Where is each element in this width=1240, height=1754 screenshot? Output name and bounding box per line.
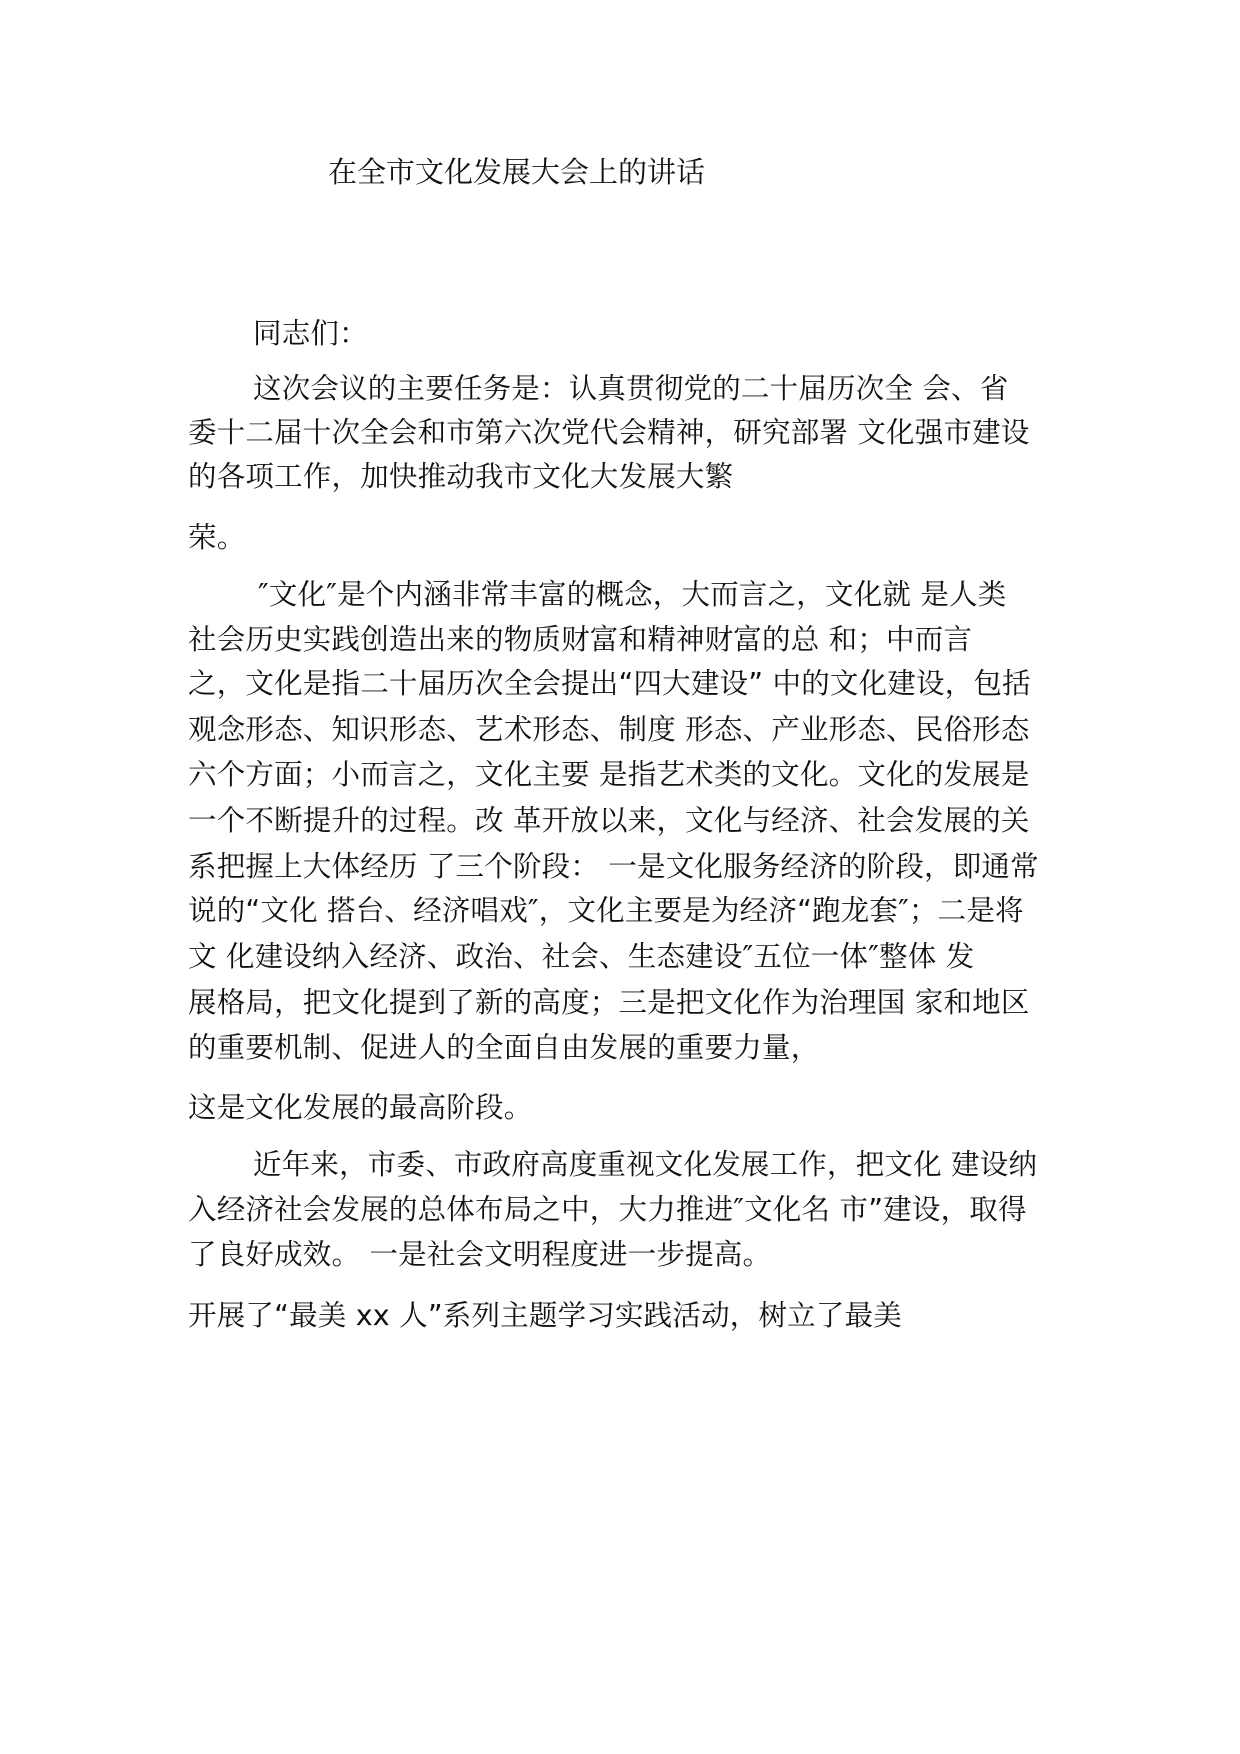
paragraph-line: 近年来，市委、市政府高度重视文化发展工作，把文化 建设纳 [253, 1148, 1038, 1181]
paragraph-line: 之，文化是指二十届历次全会提出“四大建设” 中的文化建设，包括 [188, 667, 1031, 700]
paragraph-line: 一个不断提升的过程。改 革开放以来，文化与经济、社会发展的关 [188, 804, 1030, 837]
paragraph-line: 社会历史实践创造出来的物质财富和精神财富的总 和；中而言 [188, 623, 973, 656]
paragraph-line: 文 化建设纳入经济、政治、社会、生态建设″五位一体″整体 发 [188, 940, 975, 973]
paragraph-line: ″文化″是个内涵非常丰富的概念，大而言之，文化就 是人类 [258, 578, 1007, 611]
paragraph-line: 了良好成效。 一是社会文明程度进一步提高。 [188, 1238, 772, 1271]
paragraph-line: 说的“文化 搭台、经济唱戏″，文化主要是为经济“跑龙套″；二是将 [188, 894, 1024, 927]
paragraph-line: 这次会议的主要任务是：认真贯彻党的二十届历次全 会、省 [253, 372, 1009, 405]
paragraph-line: 的重要机制、促进人的全面自由发展的重要力量， [188, 1031, 820, 1064]
paragraph-line: 的各项工作，加快推动我市文化大发展大繁 [188, 460, 734, 493]
paragraph-line: 委十二届十次全会和市第六次党代会精神，研究部署 文化强市建设 [188, 416, 1030, 449]
salutation: 同志们： [253, 317, 368, 350]
paragraph-line: 这是文化发展的最高阶段。 [188, 1091, 533, 1124]
paragraph-line: 系把握上大体经历 了三个阶段： 一是文化服务经济的阶段，即通常 [188, 850, 1039, 883]
paragraph-line: 荣。 [188, 521, 246, 554]
document-title: 在全市文化发展大会上的讲话 [328, 155, 706, 189]
paragraph-line: 开展了“最美 xx 人”系列主题学习实践活动，树立了最美 [188, 1299, 902, 1332]
paragraph-line: 入经济社会发展的总体布局之中，大力推进″文化名 市”建设，取得 [188, 1193, 1027, 1226]
paragraph-line: 六个方面；小而言之，文化主要 是指艺术类的文化。文化的发展是 [188, 758, 1030, 791]
paragraph-line: 展格局，把文化提到了新的高度；三是把文化作为治理国 家和地区 [188, 986, 1030, 1019]
paragraph-line: 观念形态、知识形态、艺术形态、制度 形态、产业形态、民俗形态 [188, 713, 1030, 746]
